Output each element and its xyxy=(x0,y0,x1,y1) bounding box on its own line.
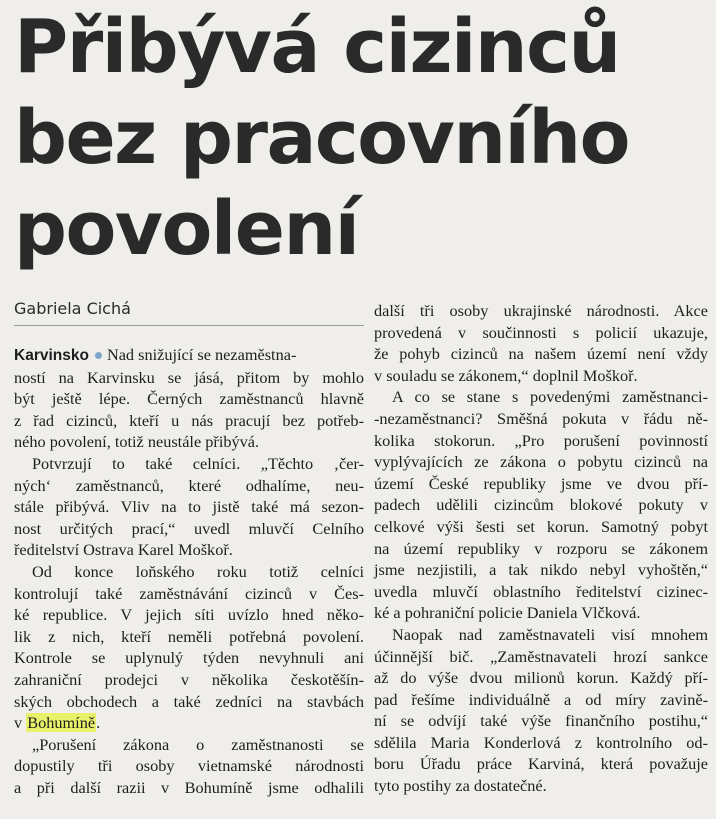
left-column-line: ností na Karvinsku se jásá, přitom by mohlo xyxy=(14,367,364,387)
left-column-line: nost určitých prací,“ uvedl mluvčí Celního xyxy=(14,518,364,538)
right-column-line: kolika stokorun. „Pro porušení povinností xyxy=(374,430,708,450)
headline-line-1: Přibývá cizinců xyxy=(14,4,620,90)
right-column-line: boru Úřadu práce Karviná, která považuje xyxy=(374,754,708,774)
right-column-line: na území republiky v rozporu se zákonem xyxy=(374,538,708,558)
left-column-line: Potvrzují to také celníci. „Těchto ‚čer- xyxy=(32,453,364,473)
left-column-line: lik z nich, kteří neměli potřebná povolení. xyxy=(14,626,364,646)
right-column-line: uvedla mluvčí oblastního ředitelství cizinec- xyxy=(374,581,708,601)
right-column-line: v souladu se zákonem,“ doplnil Moškoř. xyxy=(374,365,638,385)
byline-divider xyxy=(14,325,364,326)
left-column-line: zahraniční prodejci v několika českotěšín- xyxy=(14,669,364,689)
headline-line-2: bez pracovního xyxy=(14,95,629,181)
left-column-line: ských obchodech a také zedníci na stavbách xyxy=(14,691,364,711)
dateline: Karvinsko xyxy=(14,347,89,364)
left-column-line: ředitelství Ostrava Karel Moškoř. xyxy=(14,540,233,560)
left-column-line: kontrolují také zaměstnávání cizinců v Čes- xyxy=(14,583,364,603)
left-column-line: ných‘ zaměstnanců, které odhalíme, neu- xyxy=(14,475,364,495)
right-column-line: sdělila Maria Konderlová z kontrolního od- xyxy=(374,732,708,752)
right-column-line: účinnější bič. „Zaměstnavateli hrozí sankce xyxy=(374,646,708,666)
left-column-line xyxy=(14,344,364,367)
right-column-line: ní se odvíjí také výše finančního postihu,“ xyxy=(374,711,708,731)
right-column-line: tyto postihy za dostatečné. xyxy=(374,776,547,796)
left-column-line: Od konce loňského roku totiž celníci xyxy=(32,561,364,581)
left-column-line: z řad cizinců, kteří u nás pracují bez potřeb- xyxy=(14,410,364,430)
article-column-right xyxy=(374,300,708,797)
right-column-line: padech udělili cizincům blokové pokuty v xyxy=(374,495,708,515)
right-column-line: celkové výši šesti set korun. Samotný pobyt xyxy=(374,516,708,536)
byline: Gabriela Cichá xyxy=(14,299,131,318)
right-column-line: -nezaměstnanci? Směšná pokuta v řádu ně- xyxy=(374,408,708,428)
right-column-line: vyplývajících ze zákona o pobytu cizinců na xyxy=(374,452,708,472)
right-column-line: až do výše dvou milionů korun. Každý pří- xyxy=(374,668,708,688)
right-column-line: Naopak nad zaměstnavateli visí mnohem xyxy=(392,624,708,644)
left-column-line: ké republice. V jejich síti uvízlo hned něko- xyxy=(14,605,364,625)
left-column-line: „Porušení zákona o zaměstnanosti se xyxy=(32,734,364,754)
bullet-dot-icon xyxy=(95,352,102,359)
right-column-line: další tři osoby ukrajinské národnosti. Akce xyxy=(374,301,708,320)
left-column-line: a při další razii v Bohumíně jsme odhalili xyxy=(14,777,364,797)
right-column-line: ké a pohraniční policie Daniela Vlčková. xyxy=(374,603,641,623)
highlighted-word: Bohumíně xyxy=(27,713,96,733)
headline-line-3: povolení xyxy=(14,186,359,272)
right-column-line: území České republiky jsme ve dvou pří- xyxy=(374,473,708,493)
left-column-line: stále přibývá. Vliv na to jistě také má sezon- xyxy=(14,497,364,517)
headline xyxy=(14,2,714,275)
left-column-line: Kontrole se uplynulý týden nevyhnuli ani xyxy=(14,648,364,668)
article-column-left xyxy=(14,344,364,798)
left-column-line: ného povolení, totiž neustále přibývá. xyxy=(14,432,260,452)
left-column-line: být ještě lépe. Černých zaměstnanců hlavně xyxy=(14,389,364,409)
right-column-line: že pohyb cizinců na našem území není vždy xyxy=(374,344,708,364)
right-column-line: pad řešíme individuálně a od míry zavině- xyxy=(374,689,708,709)
right-column-line: provedená v součinnosti s policií ukazuje, xyxy=(374,322,708,342)
right-column-line: jsme nezjistili, a tak nikdo nebyl vyhoštěn,“ xyxy=(374,560,708,580)
left-column-line: v Bohumíně. xyxy=(14,713,101,733)
left-column-line: dopustily tři osoby vietnamské národnosti xyxy=(14,756,364,776)
lead-text: Nad snižující se nezaměstna- xyxy=(106,345,297,364)
right-column-line: A co se stane s povedenými zaměstnanci- xyxy=(392,387,708,407)
